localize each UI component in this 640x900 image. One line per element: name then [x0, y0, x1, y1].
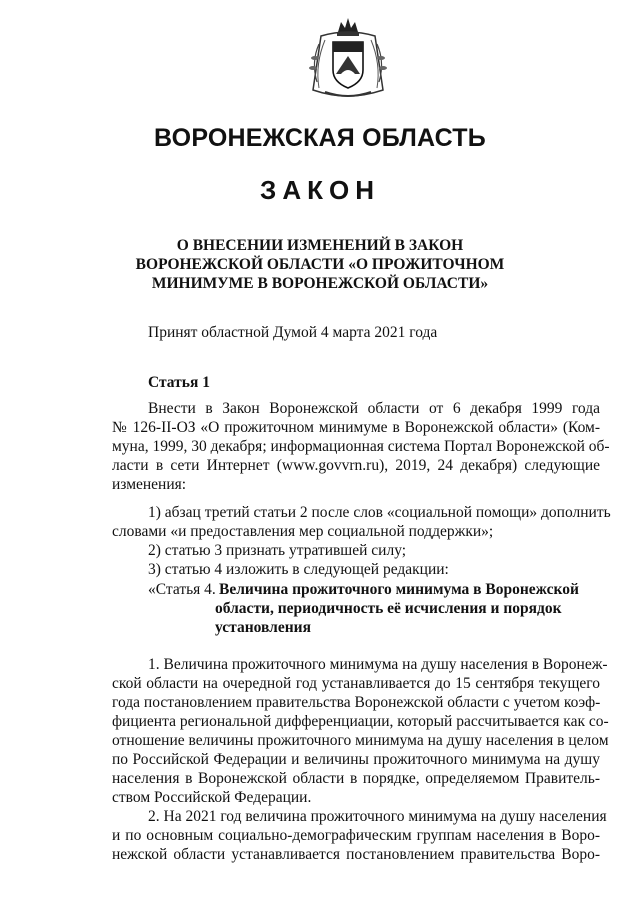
- text-line: ской области на очередной год устанавливается до 15 сентября текущего: [112, 675, 600, 692]
- text-line: населения в Воронежской области в порядке, определяемом Правитель-: [112, 770, 600, 787]
- law-title: [100, 236, 540, 293]
- region-name: ВОРОНЕЖСКАЯ ОБЛАСТЬ: [154, 124, 486, 152]
- text-line: муна, 1999, 30 декабря; информационная система Портал Воронежской об-: [112, 438, 610, 455]
- text-line: фициента региональной дифференциации, который рассчитывается как со-: [112, 713, 609, 730]
- law-title-line: О ВНЕСЕНИИ ИЗМЕНЕНИЙ В ЗАКОН: [176, 237, 464, 254]
- text-line: отношение величины прожиточного минимума на душу населения в целом: [112, 732, 609, 749]
- item-3: 3) статью 4 изложить в следующей редакции:: [148, 561, 449, 578]
- paragraph-2: [112, 807, 607, 864]
- quoted-article-title-line: установления: [215, 619, 311, 636]
- article-1-heading: Статья 1: [148, 374, 210, 391]
- text-line: и по основным социально-демографическим группам населения в Воро-: [112, 827, 600, 844]
- quoted-article-title-line: Величина прожиточного минимума в Воронежской: [219, 581, 579, 598]
- text-line: № 126-II-ОЗ «О прожиточном минимуме в Воронежской области» (Ком-: [112, 419, 600, 436]
- text-line: ством Российской Федерации.: [112, 789, 312, 806]
- text-line: 1. Величина прожиточного минимума на душу населения в Воронеж-: [148, 656, 608, 673]
- text-line: ласти в сети Интернет (www.govvrn.ru), 2019, 24 декабря) следующие: [112, 457, 600, 474]
- text-line: изменения:: [112, 476, 187, 493]
- item-2: 2) статью 3 признать утратившей силу;: [148, 542, 407, 559]
- quoted-article-title-line: области, периодичность её исчисления и порядок: [215, 600, 562, 617]
- text-line: по Российской Федерации и величины прожиточного минимума на душу: [112, 751, 600, 768]
- text-line: 2. На 2021 год величина прожиточного минимума на душу населения: [148, 808, 607, 825]
- paragraph-1: [112, 655, 609, 807]
- text-line: нежской области устанавливается постановлением правительства Воро-: [112, 846, 600, 863]
- text-line: года постановлением правительства Воронежской области с учетом коэф-: [112, 694, 601, 711]
- text-line: Внести в Закон Воронежской области от 6 декабря 1999 года: [148, 400, 600, 417]
- item-1: [112, 503, 611, 541]
- quoted-article-prefix: «Статья 4.: [148, 581, 216, 598]
- text-line: словами «и предоставления мер социальной поддержки»;: [112, 523, 494, 540]
- article-1-intro: [112, 399, 610, 494]
- coat-of-arms-icon: [303, 12, 393, 104]
- text-line: 1) абзац третий статьи 2 после слов «социальной помощи» дополнить: [148, 504, 611, 521]
- law-title-line: МИНИМУМЕ В ВОРОНЕЖСКОЙ ОБЛАСТИ»: [151, 275, 489, 292]
- document-type: ЗАКОН: [260, 175, 380, 205]
- law-title-line: ВОРОНЕЖСКОЙ ОБЛАСТИ «О ПРОЖИТОЧНОМ: [135, 256, 505, 273]
- adoption-date: Принят областной Думой 4 марта 2021 года: [148, 324, 438, 341]
